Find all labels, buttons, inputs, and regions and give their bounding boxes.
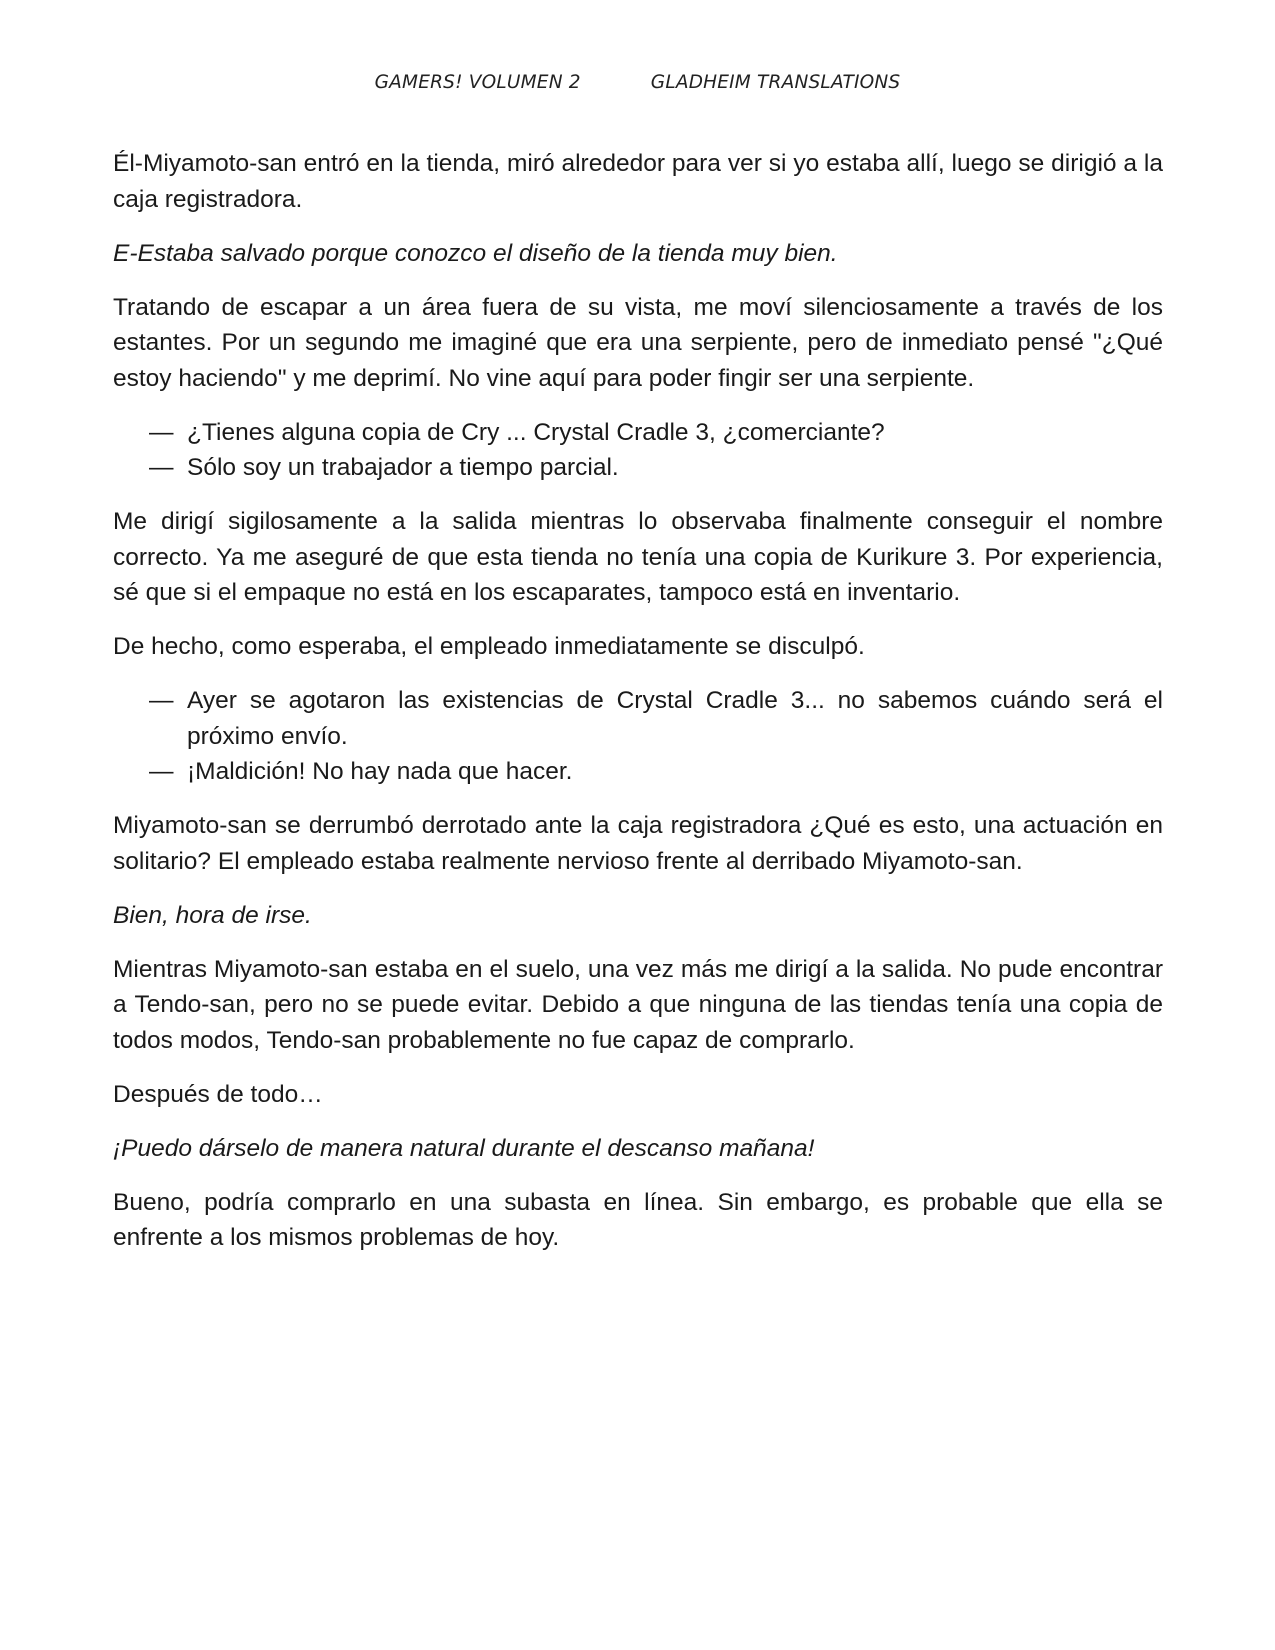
body-text — [113, 146, 1163, 1274]
dialogue-block-1 — [113, 415, 1163, 486]
dialogue-dash: — — [149, 454, 174, 481]
dialogue-text: ¡Maldición! No hay nada que hacer. — [187, 758, 573, 785]
dialogue-dash: — — [149, 418, 174, 446]
paragraph-5: De hecho, como esperaba, el empleado inmediatamente se disculpó. — [113, 633, 865, 660]
dialogue-line — [113, 754, 1163, 790]
paragraph-4: Me dirigí sigilosamente a la salida mientras lo observaba finalmente conseguir el nombre correcto. Ya me aseguré de que esta tienda no tenía una copia de Kurikure 3. Por experiencia, sé que si el empaque no está en los escaparates, tampoco está en inventario. — [113, 508, 1163, 606]
paragraph-8: Mientras Miyamoto-san estaba en el suelo, una vez más me dirigí a la salida. No pude encontrar a Tendo-san, pero no se puede evitar. Debido a que ninguna de las tiendas tenía una copia de todos modos, Tendo-san probablemente no fue capaz de comprarlo. — [113, 955, 1163, 1054]
paragraph-3: Tratando de escapar a un área fuera de su vista, me moví silenciosamente a través de los estantes. Por un segundo me imaginé que era una serpiente, pero de inmediato pensé "¿Qué estoy haciendo" y me deprimí. No vine aquí para poder fingir ser una serpiente. — [113, 293, 1163, 392]
paragraph-7-thought: Bien, hora de irse. — [113, 901, 312, 929]
dialogue-line — [113, 450, 1163, 486]
dialogue-text: ¿Tienes alguna copia de Cry ... Crystal Cradle 3, ¿comerciante? — [187, 418, 885, 446]
running-header — [0, 72, 1275, 93]
dialogue-block-2 — [113, 683, 1163, 790]
paragraph-2-thought: E-Estaba salvado porque conozco el diseño de la tienda muy bien. — [113, 239, 838, 267]
paragraph-10-thought: ¡Puedo dárselo de manera natural durante el descanso mañana! — [113, 1134, 815, 1162]
dialogue-line — [113, 415, 1163, 451]
dialogue-dash: — — [149, 758, 174, 785]
dialogue-text: Sólo soy un trabajador a tiempo parcial. — [187, 454, 619, 481]
dialogue-dash: — — [149, 687, 174, 714]
dialogue-text: Ayer se agotaron las existencias de Crystal Cradle 3... no sabemos cuándo será el próximo envío. — [187, 687, 1163, 750]
paragraph-9: Después de todo… — [113, 1080, 323, 1108]
dialogue-line — [113, 683, 1163, 754]
header-translator: GLADHEIM TRANSLATIONS — [650, 72, 901, 93]
paragraph-6: Miyamoto-san se derrumbó derrotado ante la caja registradora ¿Qué es esto, una actuación en solitario? El empleado estaba realmente nervioso frente al derribado Miyamoto-san. — [113, 812, 1163, 875]
header-volume-title: GAMERS! VOLUMEN 2 — [374, 72, 581, 93]
paragraph-1: Él-Miyamoto-san entró en la tienda, miró alrededor para ver si yo estaba allí, luego se dirigió a la caja registradora. — [113, 150, 1163, 213]
paragraph-11: Bueno, podría comprarlo en una subasta en línea. Sin embargo, es probable que ella se enfrente a los mismos problemas de hoy. — [113, 1188, 1163, 1251]
